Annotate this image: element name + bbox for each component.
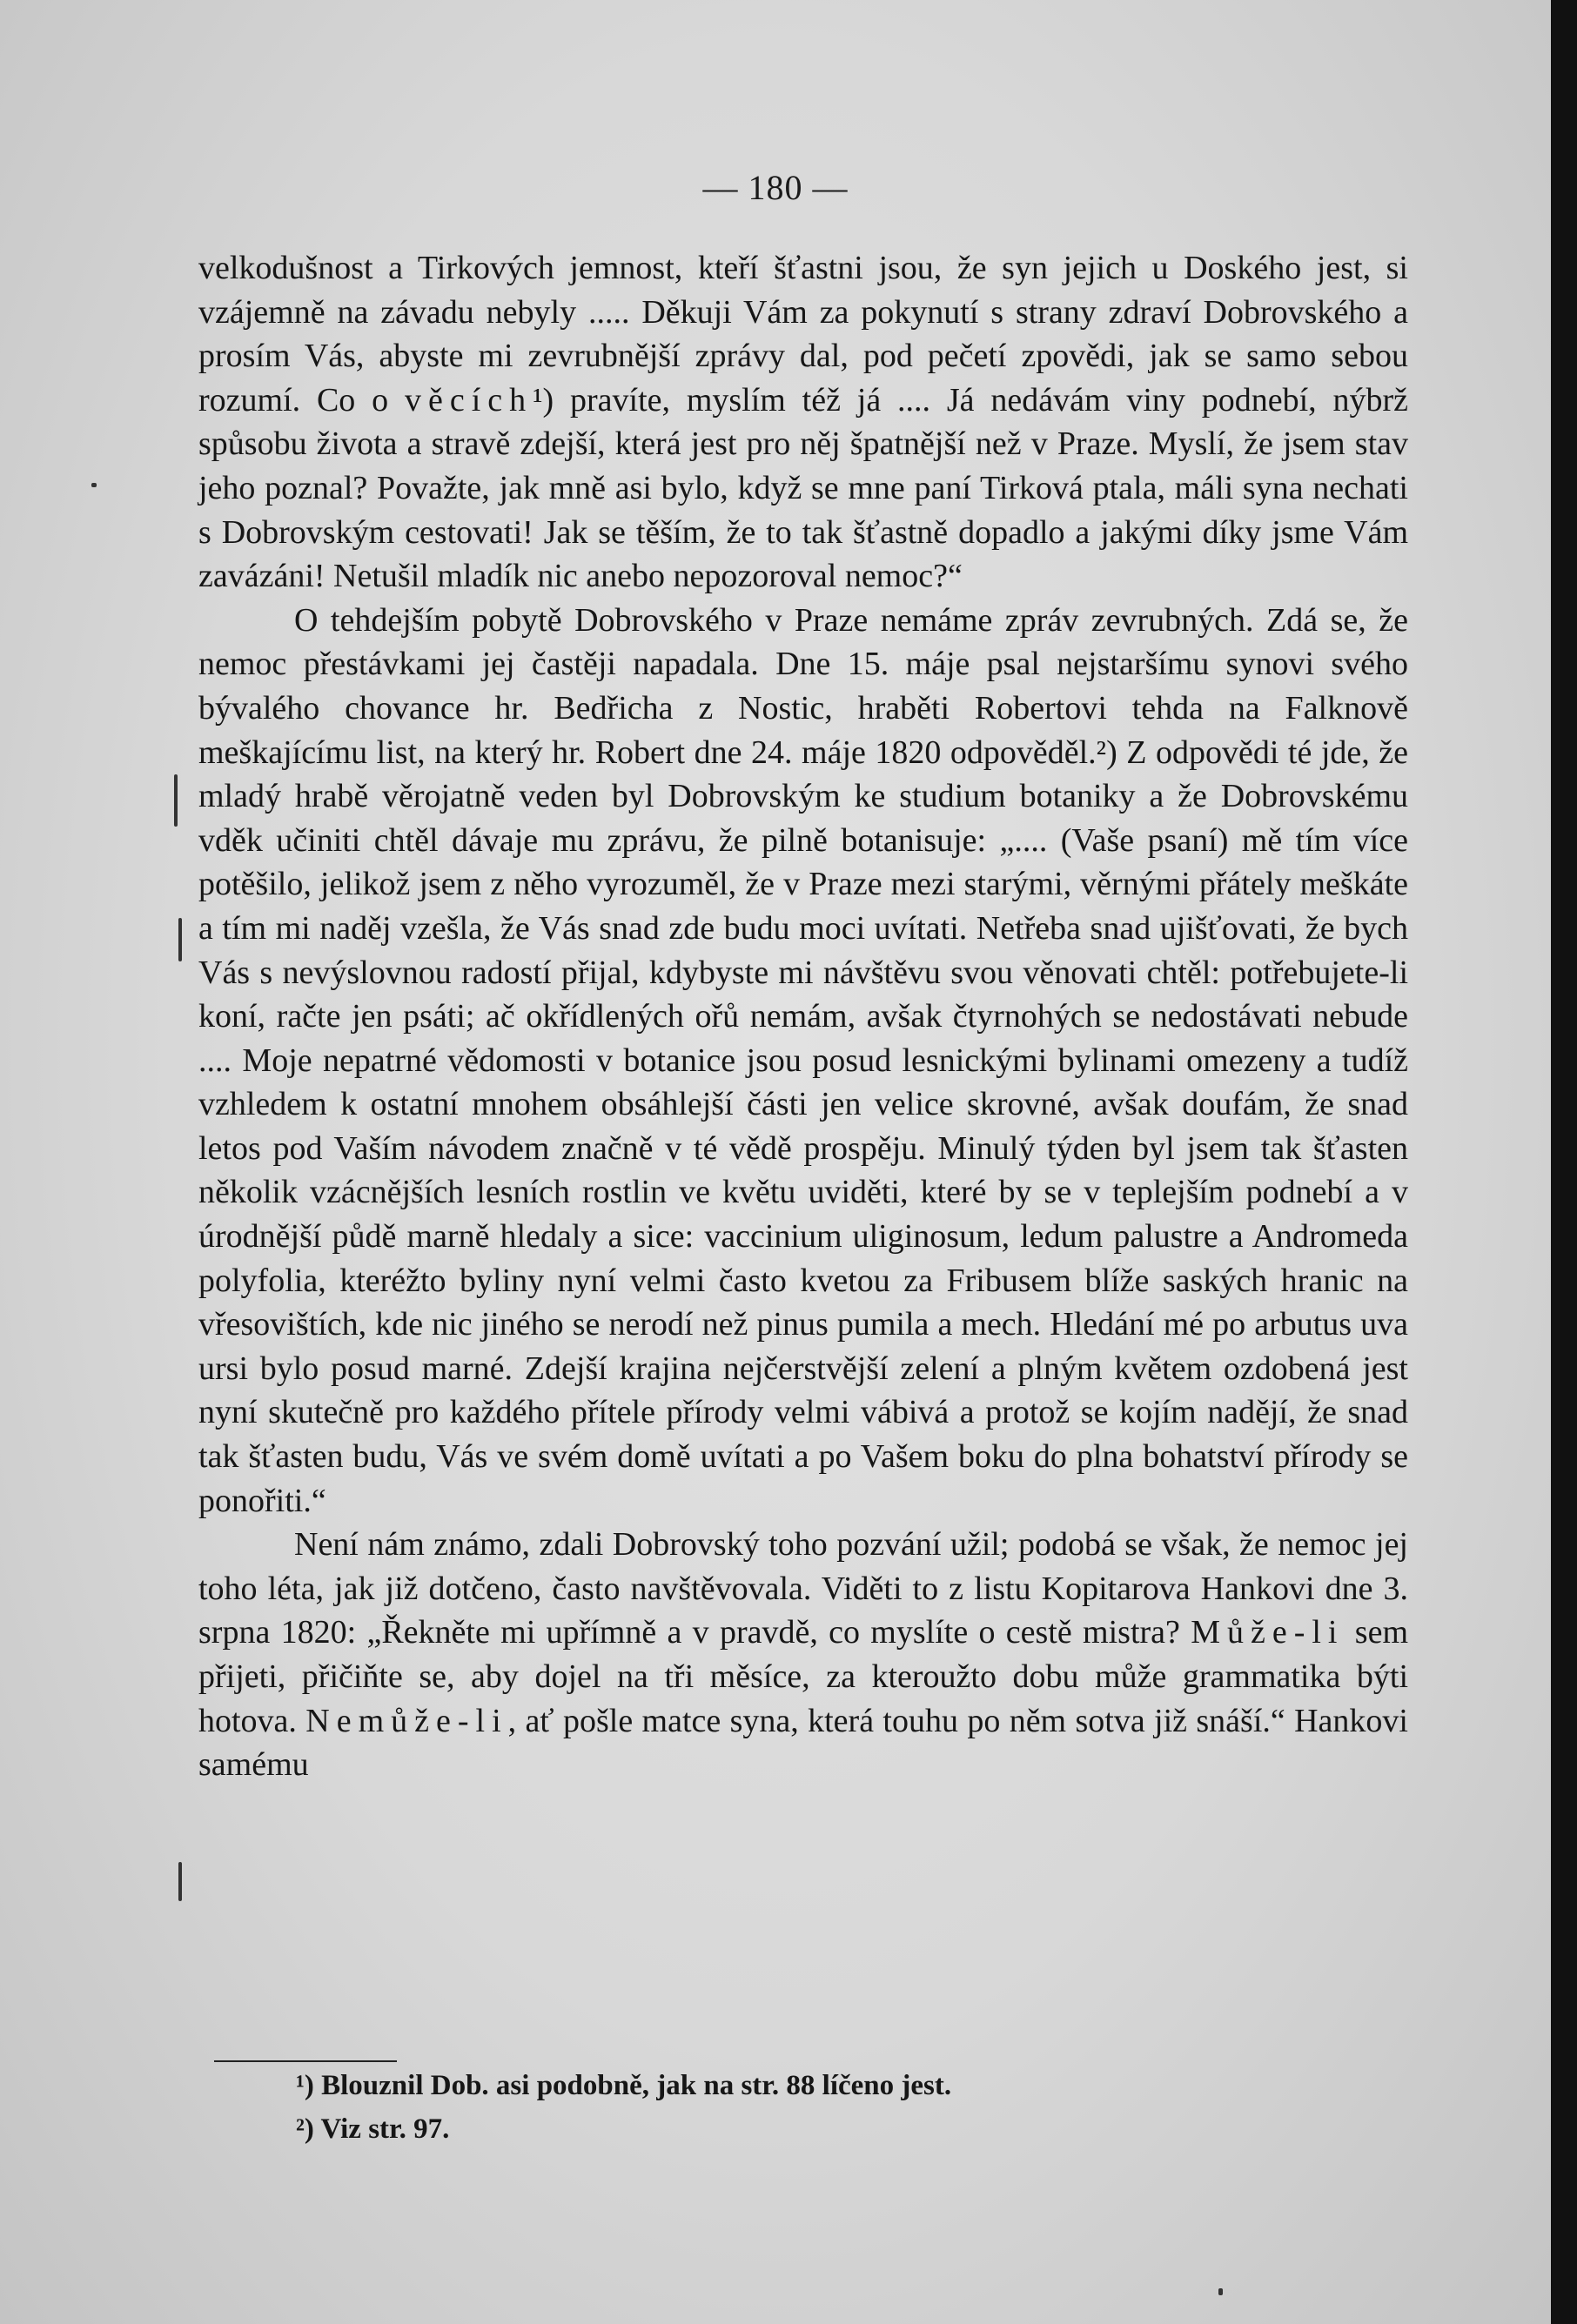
margin-mark (178, 918, 182, 961)
margin-mark (1218, 2288, 1223, 2295)
margin-mark (91, 483, 97, 487)
emphasis-muze-li: Může-li (1191, 1614, 1345, 1651)
paragraph-3-text-c: , ať pošle matce syna, která touhu po něm sotva již snáší.“ Hankovi samému (198, 1702, 1408, 1784)
emphasis-nemuze-li: Nemůže-li (305, 1702, 508, 1739)
paragraph-2-text: O tehdejším pobytě Dobrovského v Praze nemáme zpráv zevrubných. Zdá se, že nemoc přestávkami jej častěji napadala. Dne 15. máje psal nejstaršímu synovi svého bývalého chovance hr. Bedřicha z Nostic, hraběti Robertovi tehda na Falknově meškajícímu list, na který hr. Robert dne 24. máje 1820 odpověděl.²) Z odpovědi té jde, že mladý hrabě věrojatně veden byl Dobrovským ke studium botaniky a že Dobrovskému vděk učiniti chtěl dávaje mu zprávu, že pilně botanisuje: „.... (Vaše psaní) mě tím více potěšilo, jelikož jsem z něho vyrozuměl, že v Praze mezi starými, věrnými přátely meškáte a tím mi naděj vzešla, že Vás snad zde budu moci uvítati. Netřeba snad ujišťovati, že bych Vás s nevýslovnou radostí přijal, kdybyste mi návštěvu svou věnovati chtěl: potřebujete-li koní, račte jen psáti; ač okřídlených ořů nemám, avšak čtyrnohých se nedostávati nebude .... Moje nepatrné vědomosti v botanice jsou posud lesnickými bylinami omezeny a tudíž vzhledem k ostatní mnohem obsáhlejší části jen velice skrovné, avšak doufám, že snad letos pod Vaším návodem značně v té vědě prospěju. Minulý týden byl jsem tak šťasten několik vzácnějších lesních rostlin ve květu uviděti, které by se v teplejším podnebí a v úrodnější půdě marně hledaly a sice: vaccinium uliginosum, ledum palustre a Andromeda polyfolia, kteréžto byliny nyní velmi často kvetou za Fribusem blíže saských hranic na vřesovištích, kde nic jiného se nerodí než pinus pumila a mech. Hledání mé po arbutus uva ursi bylo posud marné. Zdejší krajina nejčerstvější zelení a plným květem ozdobená jest nyní skutečně pro každého přítele přírody velmi vábivá a protož se kojím nadějí, že snad tak šťasten budu, Vás ve svém domě uvítati a po Vašem boku do plna bohatství přírody se ponořiti.“ (198, 601, 1408, 1519)
body-text (198, 246, 1408, 1787)
paragraph-3-text-a: Není nám známo, zdali Dobrovský toho pozvání užil; podobá se však, že nemoc jej toho léta, jak již dotčeno, často navštěvovala. Viděti to z listu Kopitarova Hankovi dne 3. srpna 1820: „Řekněte mi upřímně a v pravdě, co myslíte o cestě mistra? (198, 1526, 1408, 1651)
paragraph-3-text-b: sem přijeti, přičiňte se, aby dojel na tři měsíce, za kteroužto dobu může grammatika býti hotova. (198, 1614, 1408, 1739)
page-number: — 180 — (702, 168, 849, 207)
footnote-2: ²) Viz str. 97. (296, 2113, 450, 2145)
margin-mark (174, 774, 178, 827)
paragraph-1-text-b: ¹) pravíte, myslím též já .... Já nedávám viny podnebí, nýbrž spůsobu života a stravě zdejší, která jest pro něj špatnější než v Praze. Myslí, že jsem stav jeho poznal? Považte, jak mně asi bylo, když se mne paní Tirková ptala, máli syna nechati s Dobrovským cestovati! Jak se těším, že to tak šťastně dopadlo a jakými díky jsme Vám zavázáni! Netušil mladík nic anebo nepozoroval nemoc?“ (198, 381, 1408, 595)
margin-mark (178, 1862, 182, 1901)
footnote-1: ¹) Blouznil Dob. asi podobně, jak na str. 88 líčeno jest. (296, 2070, 952, 2101)
paragraph-1-text-a: velkodušnost a Tirkových jemnost, kteří šťastni jsou, že syn jejich u Doského jest, si vzájemně na závadu nebyly ..... Děkuji Vám za pokynutí s strany zdraví Dobrovského a prosím Vás, abyste mi zevrubnější zprávy dal, pod pečetí zpovědi, jak se samo sebou rozumí. Co o (198, 250, 1408, 419)
scan-edge (1551, 0, 1577, 2324)
footnote-rule (214, 2060, 397, 2062)
paragraph-2 (198, 599, 1408, 1523)
emphasis-vecich: věcích (404, 381, 533, 419)
footnotes (296, 2064, 1340, 2151)
paragraph-3 (198, 1523, 1408, 1787)
paragraph-1 (198, 246, 1408, 599)
